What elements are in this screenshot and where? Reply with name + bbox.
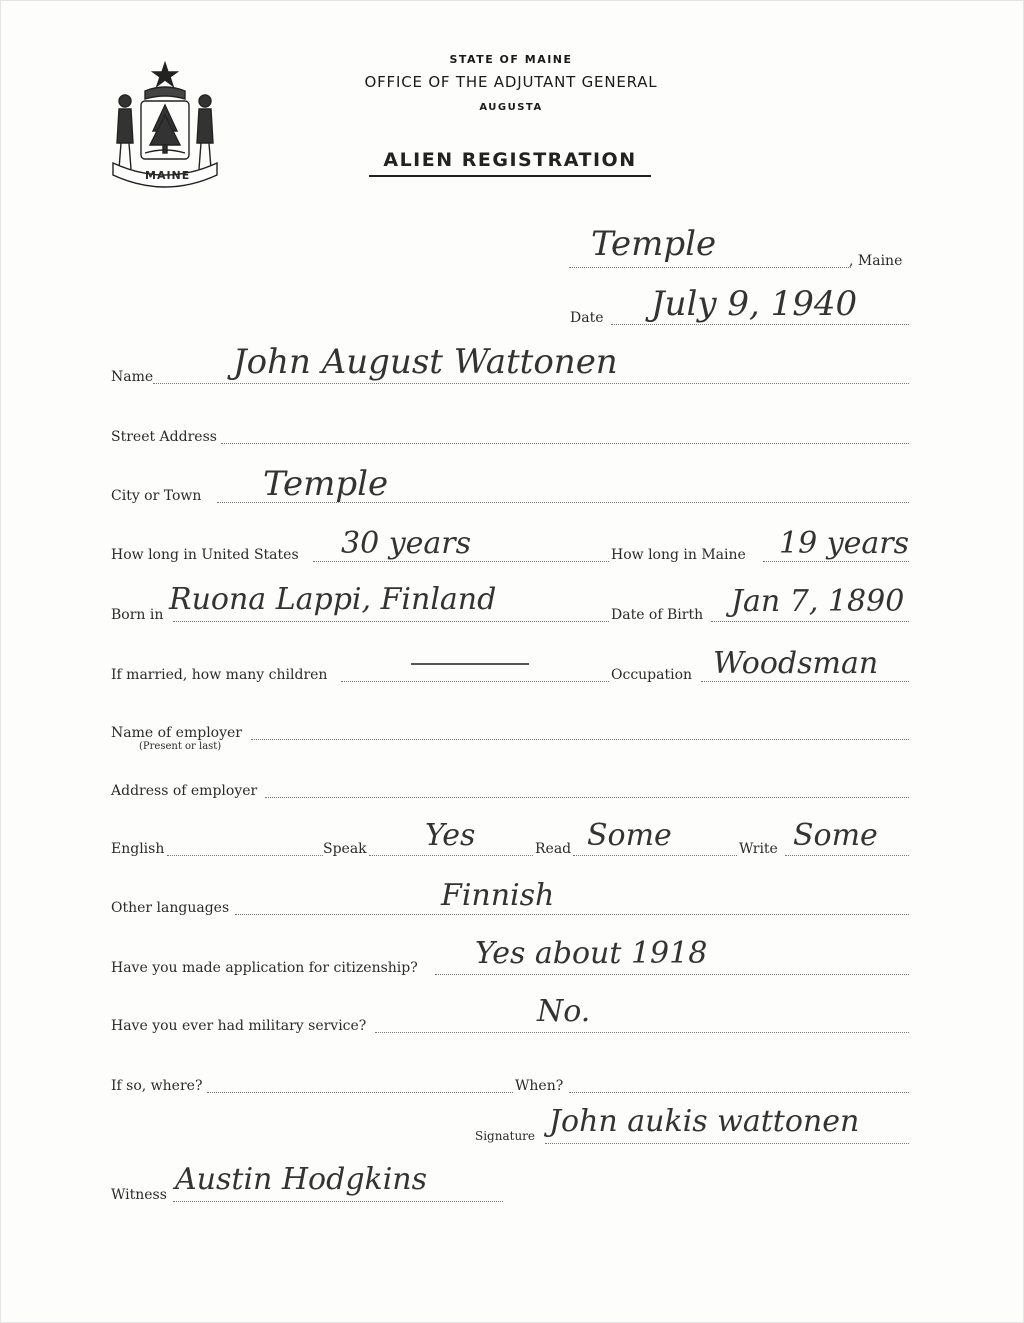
witness-value: Austin Hodgkins bbox=[175, 1162, 428, 1197]
signature-label: Signature bbox=[475, 1129, 536, 1143]
other-languages-value: Finnish bbox=[441, 878, 555, 913]
other-languages-label: Other languages bbox=[111, 900, 230, 916]
witness-line bbox=[173, 1201, 503, 1202]
write-value: Some bbox=[793, 818, 878, 853]
born-in-value: Ruona Lappi, Finland bbox=[169, 582, 497, 617]
born-in-label: Born in bbox=[111, 607, 164, 623]
how-long-maine-label: How long in Maine bbox=[611, 547, 746, 563]
header-city: AUGUSTA bbox=[479, 102, 543, 113]
city-label: City or Town bbox=[111, 488, 202, 504]
read-label: Read bbox=[535, 841, 572, 857]
read-value: Some bbox=[587, 818, 672, 853]
title-underline bbox=[369, 175, 651, 177]
employer-line bbox=[251, 739, 909, 740]
how-long-us-value: 30 years bbox=[341, 526, 472, 561]
date-of-birth-value: Jan 7, 1890 bbox=[731, 584, 905, 619]
witness-label: Witness bbox=[111, 1187, 167, 1203]
occupation-label: Occupation bbox=[611, 667, 693, 683]
street-line bbox=[221, 443, 909, 444]
employer-address-line bbox=[265, 797, 909, 798]
children-dash bbox=[411, 663, 529, 665]
military-value: No. bbox=[537, 994, 591, 1029]
children-line bbox=[341, 681, 609, 682]
occupation-value: Woodsman bbox=[713, 646, 879, 681]
town-line bbox=[569, 267, 851, 268]
occupation-line bbox=[701, 681, 909, 682]
military-line bbox=[375, 1032, 909, 1033]
citizenship-label: Have you made application for citizenship? bbox=[111, 960, 418, 976]
speak-line bbox=[369, 855, 533, 856]
date-value: July 9, 1940 bbox=[651, 284, 858, 324]
town-value: Temple bbox=[591, 224, 717, 264]
city-value: Temple bbox=[263, 464, 389, 504]
read-line bbox=[573, 855, 737, 856]
name-label: Name bbox=[111, 369, 154, 385]
how-long-maine-value: 19 years bbox=[779, 526, 910, 561]
name-line bbox=[153, 383, 909, 384]
military-label: Have you ever had military service? bbox=[111, 1018, 367, 1034]
employer-address-label: Address of employer bbox=[111, 783, 258, 799]
when-label: When? bbox=[515, 1078, 564, 1094]
english-line bbox=[167, 855, 323, 856]
speak-value: Yes bbox=[425, 818, 476, 853]
employer-note: (Present or last) bbox=[139, 741, 222, 752]
citizenship-line bbox=[435, 974, 909, 975]
write-label: Write bbox=[739, 841, 778, 857]
children-label: If married, how many children bbox=[111, 667, 328, 683]
date-of-birth-label: Date of Birth bbox=[611, 607, 704, 623]
header-state: STATE OF MAINE bbox=[449, 53, 573, 66]
when-line bbox=[569, 1092, 909, 1093]
date-label: Date bbox=[570, 310, 604, 326]
seal-banner: MAINE bbox=[145, 169, 191, 182]
english-label: English bbox=[111, 841, 165, 857]
born-in-line bbox=[173, 621, 609, 622]
how-long-us-line bbox=[313, 561, 609, 562]
date-line bbox=[611, 324, 909, 325]
write-line bbox=[785, 855, 909, 856]
where-line bbox=[207, 1092, 513, 1093]
citizenship-value: Yes about 1918 bbox=[475, 936, 708, 971]
street-label: Street Address bbox=[111, 429, 217, 445]
speak-label: Speak bbox=[323, 841, 367, 857]
header-office: OFFICE OF THE ADJUTANT GENERAL bbox=[364, 73, 658, 91]
signature-line bbox=[545, 1143, 909, 1144]
where-label: If so, where? bbox=[111, 1078, 203, 1094]
maine-label: , Maine bbox=[849, 253, 903, 269]
name-value: John August Wattonen bbox=[233, 342, 618, 382]
how-long-us-label: How long in United States bbox=[111, 547, 299, 563]
date-of-birth-line bbox=[711, 621, 909, 622]
other-languages-line bbox=[235, 914, 909, 915]
how-long-maine-line bbox=[763, 561, 909, 562]
employer-label: Name of employer bbox=[111, 725, 242, 741]
form-title: ALIEN REGISTRATION bbox=[383, 149, 637, 171]
signature-value: John aukis wattonen bbox=[549, 1104, 860, 1139]
